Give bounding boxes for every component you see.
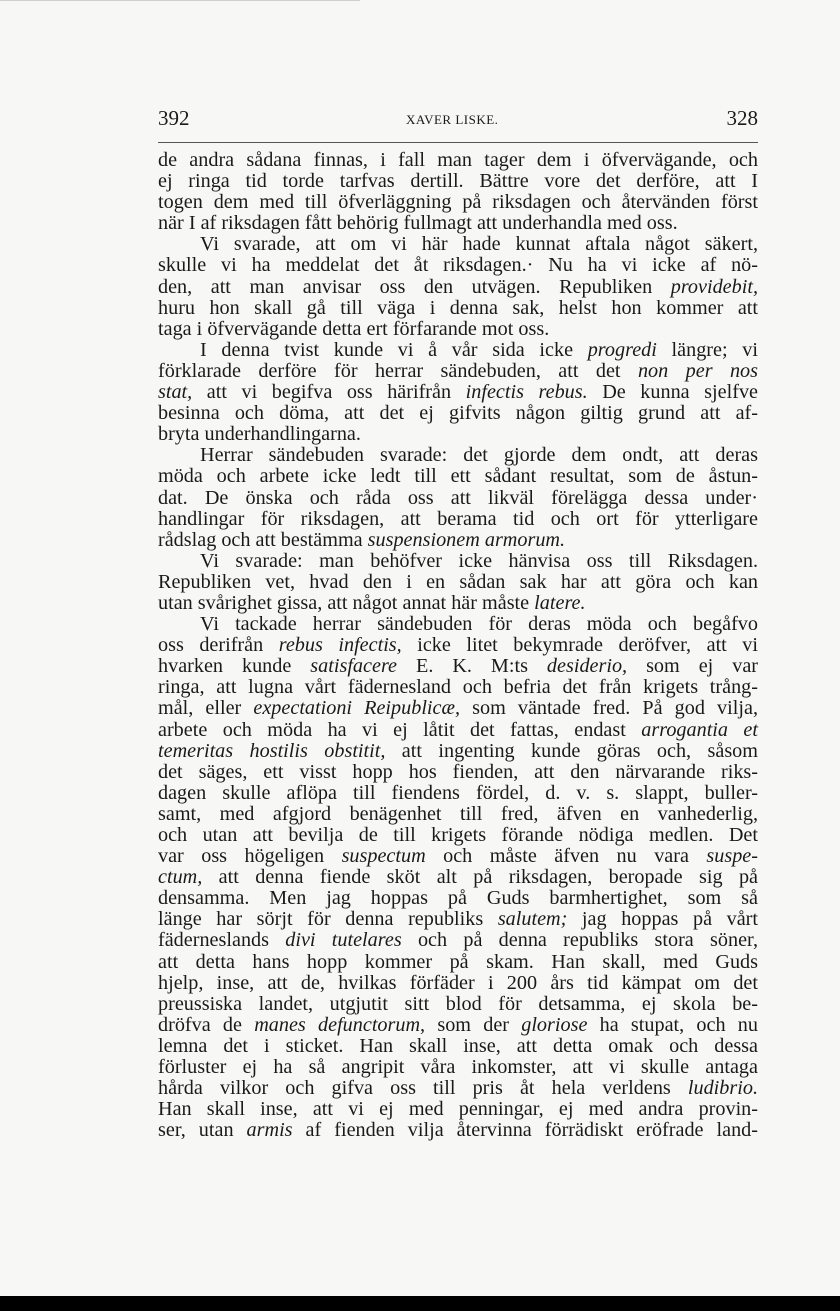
text-run: preussiska landet, utgjutit sitt blod för detsamma, ej skola be- xyxy=(158,992,758,1015)
text-run: som väntade fred. På god vilja, xyxy=(460,697,758,720)
text-line xyxy=(158,656,758,677)
text-line xyxy=(158,277,758,298)
text-run: Vi svarade, att om vi här hade kunnat aftala något säkert, xyxy=(200,233,758,256)
text-run: I denna tvist kunde vi å vår sida icke xyxy=(200,338,588,361)
text-line xyxy=(158,466,758,487)
text-line xyxy=(158,551,758,572)
italic-phrase: latere. xyxy=(534,591,586,614)
text-line xyxy=(158,952,758,973)
text-line xyxy=(158,888,758,909)
italic-phrase: temeritas hostilis obstitit, xyxy=(158,739,386,762)
text-line xyxy=(158,973,758,994)
text-run: E. K. M:ts xyxy=(397,655,547,678)
text-line xyxy=(158,1015,758,1036)
text-line xyxy=(158,762,758,783)
text-run: den, att man anvisar oss den utvägen. Republiken xyxy=(158,275,671,298)
running-title: XAVER LISKE. xyxy=(406,112,499,127)
text-run: handlingar för riksdagen, att berama tid och ort för ytterligare xyxy=(158,507,758,530)
text-line xyxy=(158,593,758,614)
text-line xyxy=(158,530,758,551)
page-number-left: 392 xyxy=(158,106,190,130)
text-line xyxy=(158,403,758,424)
text-run: som ej var xyxy=(627,655,759,678)
italic-phrase: non per nos xyxy=(637,359,758,382)
text-line xyxy=(158,234,758,255)
text-line xyxy=(158,909,758,930)
text-run: som der xyxy=(425,1013,522,1036)
text-run: förluster ej ha så angripit våra inkomster, att vi skulle antaga xyxy=(158,1056,758,1079)
text-line xyxy=(158,340,758,361)
text-run: att ingenting kunde göras och, såsom xyxy=(385,739,758,762)
italic-phrase: progredi xyxy=(587,338,657,361)
text-run: arbete och möda ha vi ej låtit det fattas, endast xyxy=(158,718,642,741)
text-run: Republiken vet, hvad den i en sådan sak har att göra och kan xyxy=(158,570,758,593)
text-run: länge har sörjt för denna republiks xyxy=(158,908,498,931)
text-run: ha stupat, och nu xyxy=(587,1013,758,1036)
text-line xyxy=(158,255,758,276)
text-run: lemna det i sticket. Han skall inse, att detta omak och dessa xyxy=(158,1034,758,1057)
italic-phrase: desiderio, xyxy=(546,655,628,678)
text-line xyxy=(158,867,758,888)
text-line xyxy=(158,572,758,593)
text-line xyxy=(158,150,758,171)
text-line xyxy=(158,614,758,635)
text-run: togen dem med till öfverläggning på riksdagen och återvänden först xyxy=(158,191,758,214)
text-line xyxy=(158,930,758,951)
text-run: att vi begifva oss härifrån xyxy=(192,381,466,404)
text-line xyxy=(158,361,758,382)
italic-phrase: expectationi Reipublicæ, xyxy=(253,697,461,720)
text-run: var oss högeligen xyxy=(158,845,342,868)
text-run: dagen skulle aflöpa till fiendens fördel, d. v. s. slappt, buller- xyxy=(158,781,758,804)
text-run: möda och arbete icke ledt till ett sådant resultat, som de åstun- xyxy=(158,465,758,488)
italic-phrase: salutem; xyxy=(497,908,568,931)
text-run: bryta underhandlingarna. xyxy=(158,423,361,446)
text-run: det säges, ett visst hopp hos fienden, att den närvarande riks- xyxy=(158,760,758,783)
text-run: ringa, att lugna vårt fädernesland och befria det från krigets trång- xyxy=(158,676,758,699)
text-run: och måste äfven nu vara xyxy=(425,845,707,868)
text-run: hvarken kunde xyxy=(158,655,311,678)
text-line xyxy=(158,509,758,530)
text-line xyxy=(158,382,758,403)
text-line xyxy=(158,488,758,509)
text-line xyxy=(158,171,758,192)
italic-phrase: suspensionem armorum. xyxy=(367,528,566,551)
text-line xyxy=(158,1057,758,1078)
italic-phrase: armis xyxy=(246,1119,293,1142)
text-line xyxy=(158,994,758,1015)
text-run: taga i öfvervägande detta ert förfarande mot oss. xyxy=(158,317,550,340)
running-header xyxy=(158,106,758,132)
text-run: dat. De önska och råda oss att likväl förelägga dessa under· xyxy=(158,486,758,509)
text-run: samt, med afgjord benägenhet till fred, äfven en vanhederlig, xyxy=(158,802,758,825)
italic-phrase: suspectum xyxy=(341,845,426,868)
text-run: De kunna sjelfve xyxy=(587,381,758,404)
text-line xyxy=(158,698,758,719)
text-run: och utan att bevilja de till krigets förande nödiga medlen. Det xyxy=(158,824,758,846)
text-line xyxy=(158,192,758,213)
text-run: besinna och döma, att det ej gifvits någon giltig grund att af- xyxy=(158,402,758,425)
text-line xyxy=(158,741,758,762)
text-line xyxy=(158,846,758,867)
body-text xyxy=(158,150,758,1141)
text-run: ej ringa tid torde tarfvas dertill. Bättre vore det derföre, att I xyxy=(158,170,758,193)
text-line xyxy=(158,720,758,741)
text-run: utan svårighet gissa, att något annat här måste xyxy=(158,591,535,614)
text-run: rådslag och att bestämma xyxy=(158,528,368,551)
text-line xyxy=(158,1120,758,1141)
text-line xyxy=(158,1099,758,1120)
text-run: huru hon skall gå till väga i denna sak, helst hon kommer att xyxy=(158,296,758,319)
scan-top-edge xyxy=(0,0,360,1)
text-run: icke litet bekymrade deröfver, att vi xyxy=(401,634,758,657)
text-line xyxy=(158,319,758,340)
text-run: att denna fiende sköt alt på riksdagen, beropade sig på xyxy=(202,866,758,889)
page-number-right: 328 xyxy=(726,106,758,130)
text-line xyxy=(158,1036,758,1057)
italic-phrase: suspe- xyxy=(706,845,758,868)
text-line xyxy=(158,635,758,656)
text-run: densamma. Men jag hoppas på Guds barmhertighet, som så xyxy=(158,887,758,910)
text-line xyxy=(158,677,758,698)
italic-phrase: stat, xyxy=(158,381,193,404)
italic-phrase: ctum, xyxy=(158,866,203,889)
italic-phrase: manes defunctorum, xyxy=(254,1013,426,1036)
text-run: Vi svarade: man behöfver icke hänvisa oss till Riksdagen. xyxy=(200,549,758,572)
text-run: hårda vilkor och gifva oss till pris åt hela verldens xyxy=(158,1077,688,1100)
text-line xyxy=(158,1078,758,1099)
text-run: af fienden vilja återvinna förrädiskt eröfrade land- xyxy=(292,1119,758,1142)
text-run: att detta hans hopp kommer på skam. Han skall, med Guds xyxy=(158,950,758,973)
header-rule xyxy=(158,142,758,143)
text-run: förklarade derföre för herrar sändebuden, att det xyxy=(158,359,638,382)
italic-phrase: infectis rebus. xyxy=(465,381,588,404)
text-run: Herrar sändebuden svarade: det gjorde dem ondt, att deras xyxy=(200,444,758,467)
italic-phrase: satisfacere xyxy=(310,655,398,678)
text-line xyxy=(158,424,758,445)
text-run: hjelp, inse, att de, hvilkas förfäder i 200 års tid kämpat om det xyxy=(158,971,758,994)
text-run: Han skall inse, att vi ej med penningar, ej med andra provin- xyxy=(158,1098,758,1121)
text-run: längre; vi xyxy=(656,338,758,361)
text-line xyxy=(158,213,758,234)
text-line xyxy=(158,804,758,825)
italic-phrase: rebus infectis, xyxy=(278,634,402,657)
italic-phrase: ludibrio. xyxy=(687,1077,758,1100)
text-line xyxy=(158,298,758,319)
italic-phrase: divi tutelares xyxy=(285,929,402,952)
text-run: oss derifrån xyxy=(158,634,279,657)
text-run: fäderneslands xyxy=(158,929,286,952)
text-run: mål, eller xyxy=(158,697,254,720)
italic-phrase: providebit, xyxy=(670,275,758,298)
text-line xyxy=(158,783,758,804)
text-line xyxy=(158,825,758,846)
scan-bottom-edge xyxy=(0,1296,840,1311)
text-run: ser, utan xyxy=(158,1119,247,1142)
text-run: när I af riksdagen fått behörig fullmagt att underhandla med oss. xyxy=(158,212,678,235)
italic-phrase: gloriose xyxy=(521,1013,588,1036)
italic-phrase: arrogantia et xyxy=(641,718,759,741)
text-run: jag hoppas på vårt xyxy=(567,908,758,931)
text-run: och på denna republiks stora söner, xyxy=(401,929,758,952)
text-run: Vi tackade herrar sändebuden för deras möda och begåfvo xyxy=(200,613,758,636)
text-run: skulle vi ha meddelat det åt riksdagen.· Nu ha vi icke af nö- xyxy=(158,254,758,277)
text-line xyxy=(158,445,758,466)
text-run: dröfva de xyxy=(158,1013,255,1036)
text-run: de andra sådana finnas, i fall man tager dem i öfvervägande, och xyxy=(158,149,758,171)
